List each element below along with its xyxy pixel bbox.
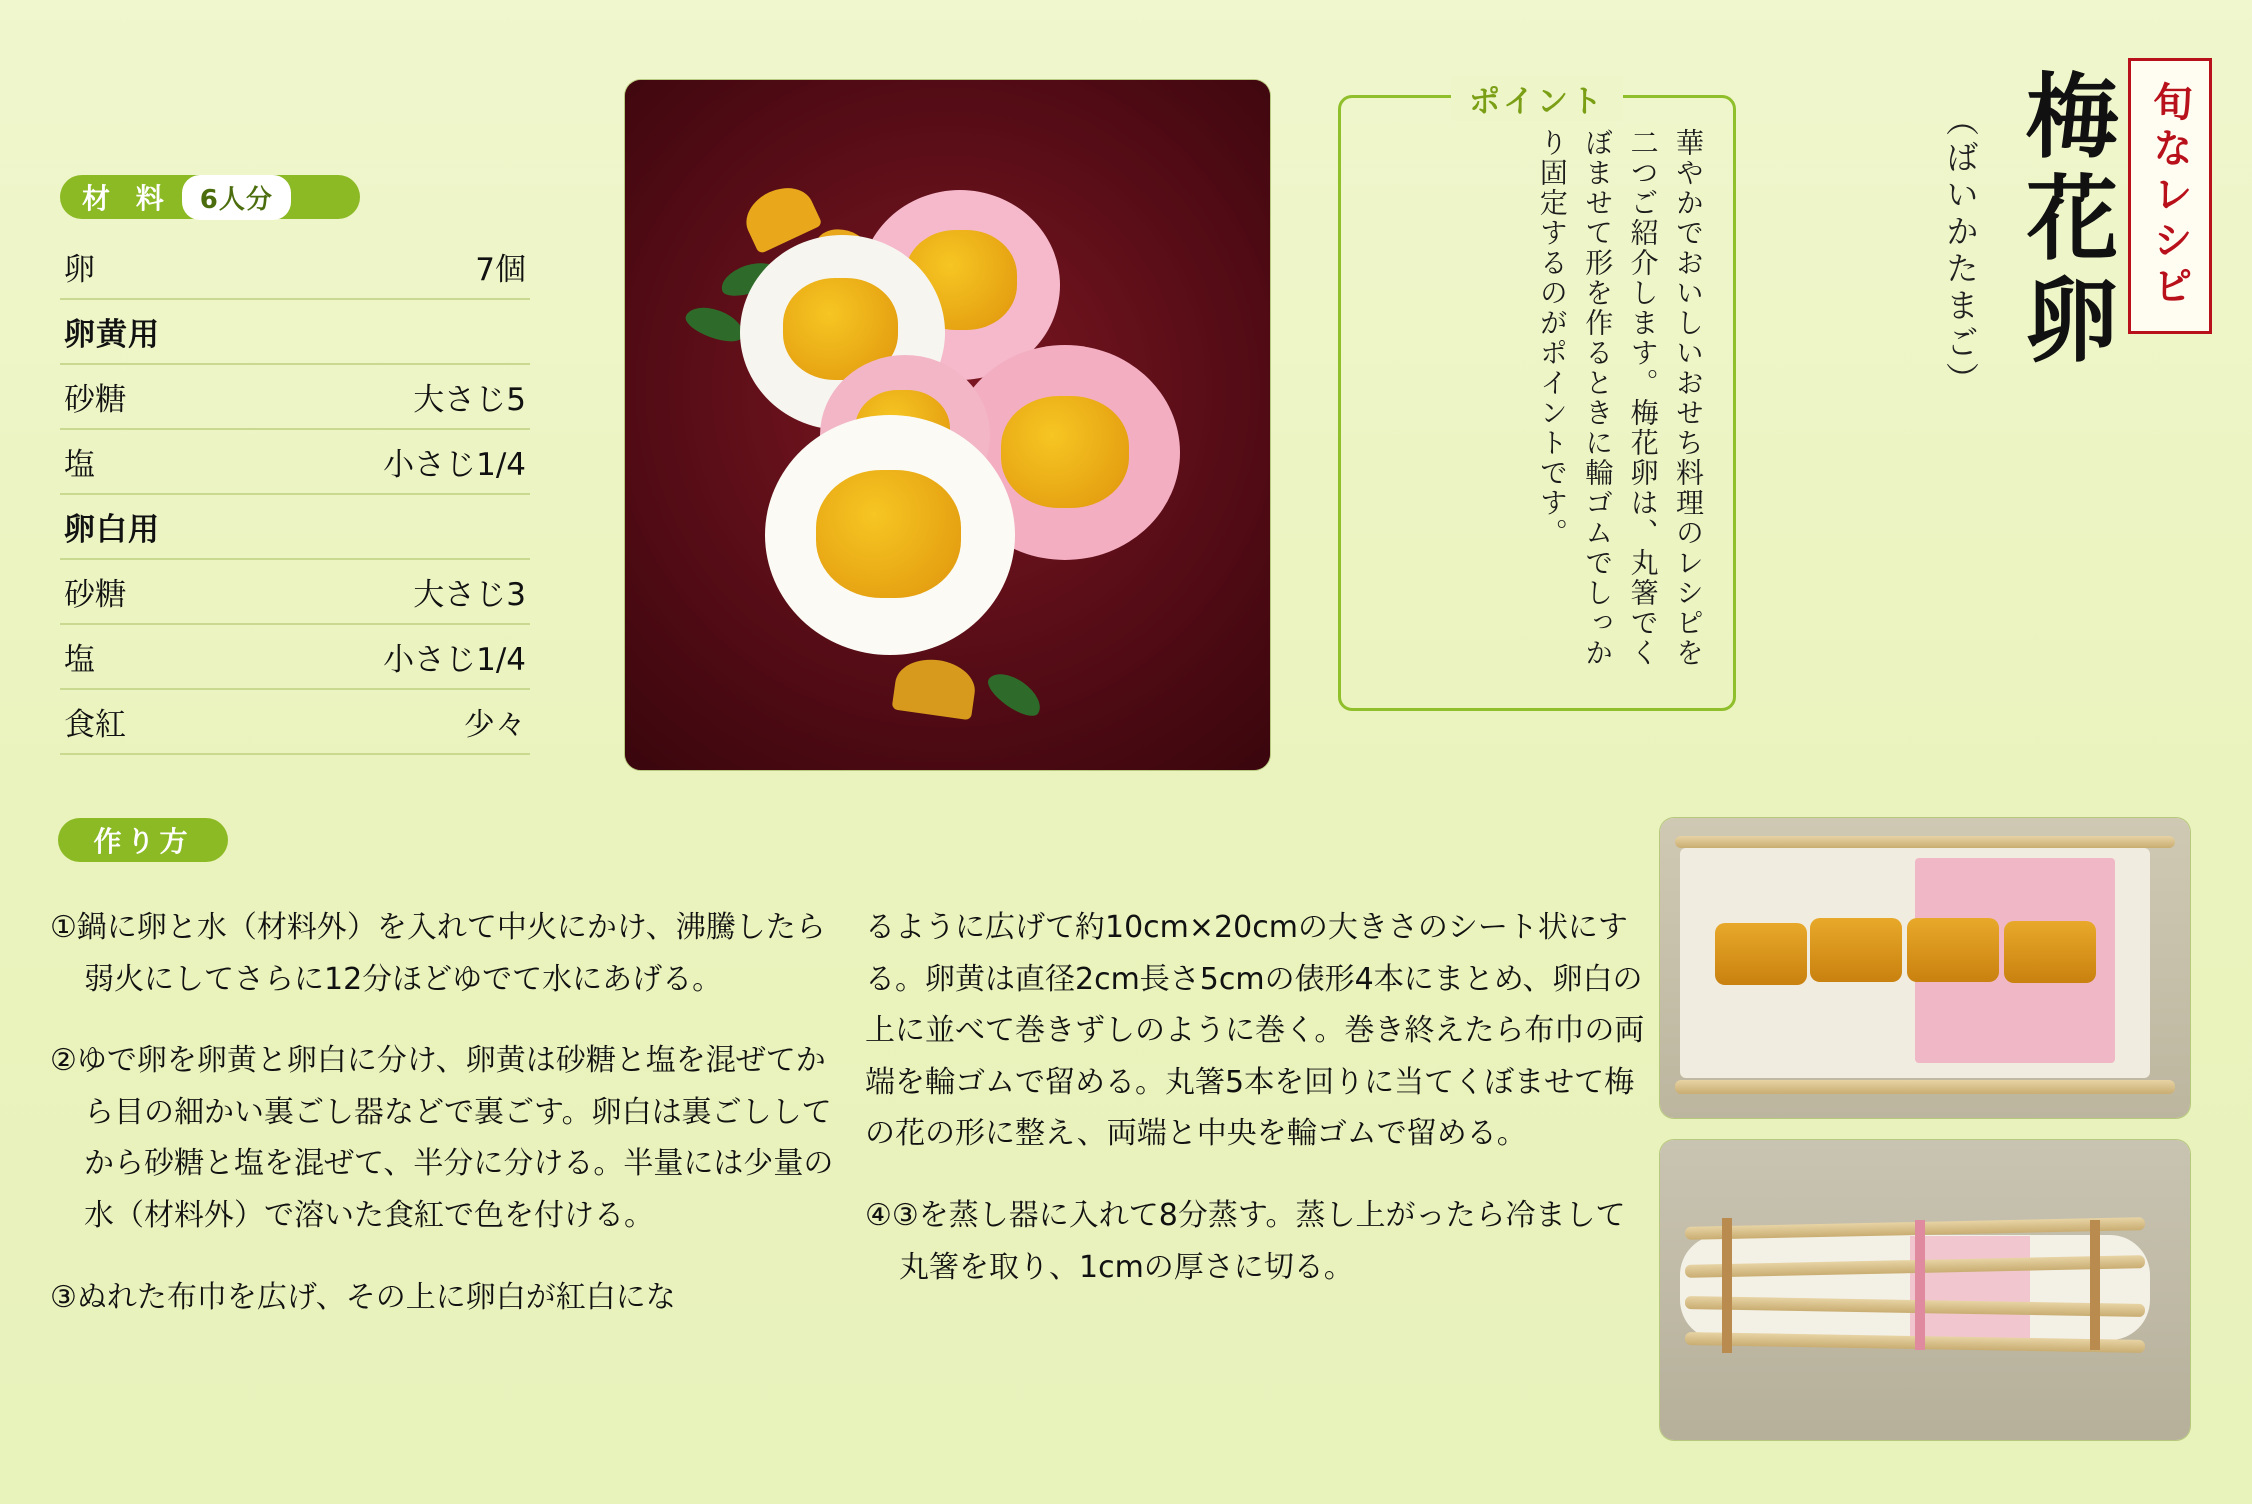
rubber-band (1722, 1218, 1732, 1353)
page-title: 梅花卵 (2011, 68, 2118, 374)
table-row (60, 364, 530, 429)
yolk-log (1715, 923, 1807, 985)
rubber-band (2090, 1220, 2100, 1350)
title-area (1752, 48, 2222, 518)
method-step: ②ゆで卵を卵黄と卵白に分け、卵黄は砂糖と塩を混ぜてから目の細かい裏ごし器などで裏ごす。卵白は裏ごししてから砂糖と塩を混ぜて、半分に分ける。半量には少量の水（材料外）で溶いた食紅で色を付ける。 (50, 1043, 834, 1233)
servings-badge: 6人分 (182, 175, 291, 220)
table-row (60, 235, 530, 299)
point-text: 華やかでおいしいおせち料理のレシピを二つご紹介します。梅花卵は、丸箸でくぼませて形を作るときに輪ゴムでしっかり固定するのがポイントです。 (1535, 128, 1705, 668)
method-heading-label: 作り方 (93, 825, 193, 858)
ingredient-amount (252, 494, 530, 559)
table-row (60, 689, 530, 754)
ingredient-amount: 少々 (252, 689, 530, 754)
ingredients-table (60, 235, 530, 755)
ingredient-amount: 大さじ3 (252, 559, 530, 624)
ingredient-amount: 小さじ1/4 (252, 429, 530, 494)
table-row (60, 429, 530, 494)
plum-egg-slice (760, 410, 1020, 660)
ingredients-heading (60, 175, 360, 219)
bamboo-mat-edge (1675, 1080, 2175, 1094)
process-photo-1 (1660, 818, 2190, 1118)
season-badge-label: 旬なレシピ (2146, 81, 2193, 311)
process-photo-2 (1660, 1140, 2190, 1440)
table-row (60, 559, 530, 624)
yolk-log (2004, 921, 2096, 983)
point-box (1338, 84, 1736, 711)
ingredient-name: 砂糖 (60, 364, 252, 429)
ingredient-name: 塩 (60, 429, 252, 494)
method-heading (58, 818, 228, 862)
ingredients-heading-label: 材 料 (82, 182, 172, 215)
method-column-right (865, 872, 1645, 1295)
ingredient-amount: 大さじ5 (252, 364, 530, 429)
method-column-left (50, 872, 840, 1325)
ingredient-amount (252, 299, 530, 364)
pink-showing-through (1910, 1236, 2030, 1339)
page-title-reading: （ばいかたまご） (1941, 103, 1980, 399)
main-dish-photo (625, 80, 1270, 770)
ingredients-section (60, 175, 560, 755)
season-badge (2128, 58, 2212, 334)
bamboo-mat-edge (1675, 836, 2175, 848)
point-label: ポイント (1451, 76, 1623, 121)
method-step-continued: るように広げて約10cm×20cmの大きさのシート状にする。卵黄は直径2cm長さ5cmの俵形4本にまとめ、卵白の上に並べて巻きずしのように巻く。巻き終えたら布巾の両端を輪ゴムで留める。丸箸5本を回りに当てくぼませて梅の花の形に整え、両端と中央を輪ゴムで留める。 (865, 910, 1645, 1152)
ingredient-name: 塩 (60, 624, 252, 689)
table-row (60, 494, 530, 559)
method-step: ①鍋に卵と水（材料外）を入れて中火にかけ、沸騰したら弱火にしてさらに12分ほどゆでて水にあげる。 (50, 910, 826, 997)
table-row (60, 299, 530, 364)
ingredient-name: 食紅 (60, 689, 252, 754)
ingredient-amount: 7個 (252, 235, 530, 299)
ingredient-group-label: 卵黄用 (60, 299, 252, 364)
ingredient-amount: 小さじ1/4 (252, 624, 530, 689)
method-step: ③ぬれた布巾を広げ、その上に卵白が紅白にな (50, 1279, 676, 1315)
ingredient-group-label: 卵白用 (60, 494, 252, 559)
rubber-band (1915, 1220, 1925, 1350)
table-row (60, 624, 530, 689)
ingredient-name: 卵 (60, 235, 252, 299)
method-step: ④③を蒸し器に入れて8分蒸す。蒸し上がったら冷まして丸箸を取り、1cmの厚さに切る。 (865, 1197, 1626, 1285)
ingredient-name: 砂糖 (60, 559, 252, 624)
yolk-log (1907, 918, 1999, 982)
yolk-log (1810, 918, 1902, 982)
